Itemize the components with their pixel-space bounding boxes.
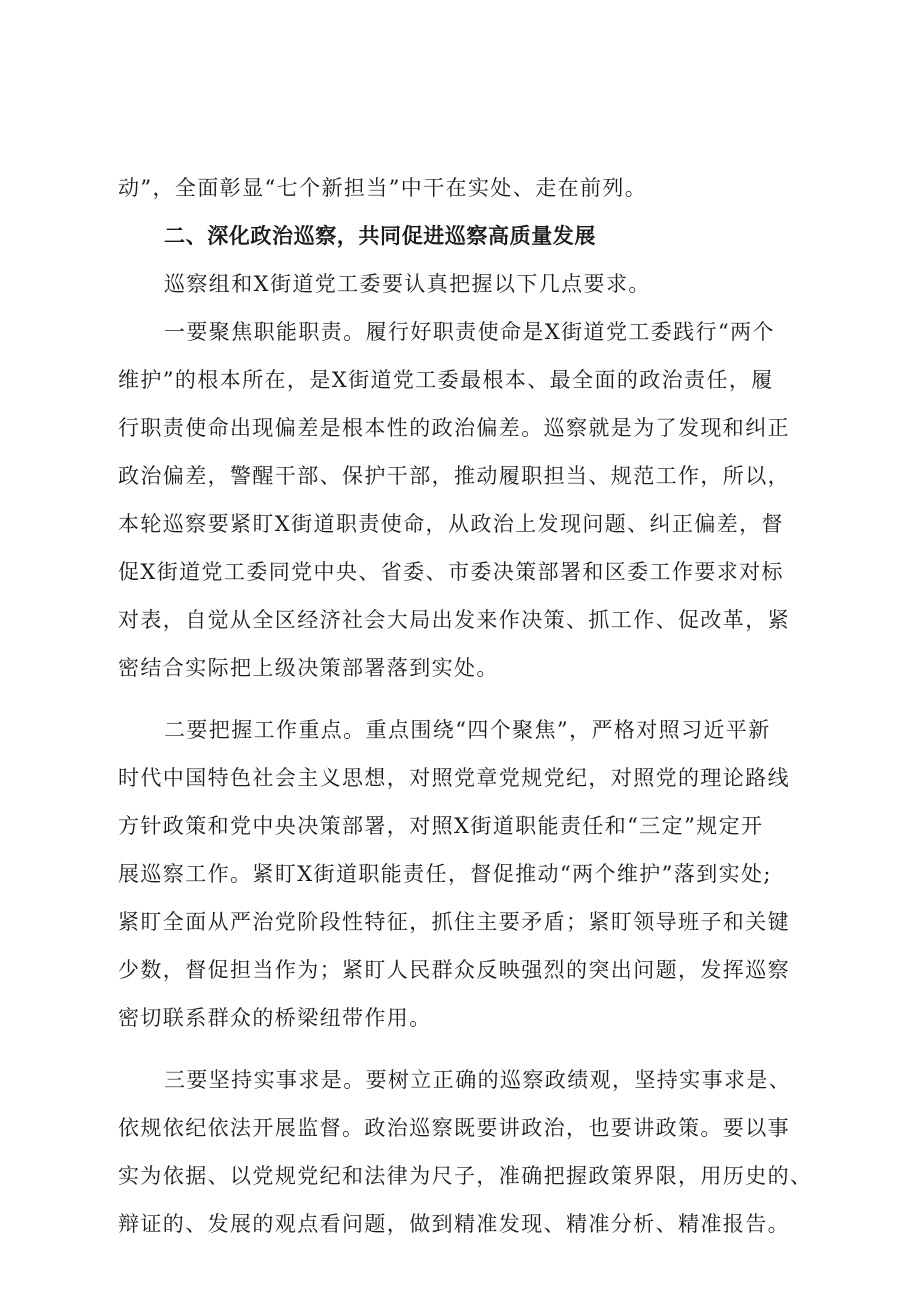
paragraph-line: 密结合实际把上级决策部署落到实处。 <box>118 656 499 680</box>
paragraph-2 <box>118 706 818 1042</box>
intro-tail-text: 动”，全面彰显“七个新担当”中干在实处、走在前列。 <box>118 176 648 200</box>
paragraph-line: 展巡察工作。紧盯X街道职能责任，督促推动“两个维护”落到实处; <box>118 862 772 886</box>
paragraph-line: 时代中国特色社会主义思想，对照党章党规党纪，对照党的理论路线 <box>118 766 790 790</box>
paragraph-line: 少数，督促担当作为；紧盯人民群众反映强烈的突出问题，发挥巡察 <box>118 958 790 982</box>
paragraph-line: 紧盯全面从严治党阶段性特征，抓住主要矛盾；紧盯领导班子和关键 <box>118 910 790 934</box>
paragraph-line: 对表，自觉从全区经济社会大局出发来作决策、抓工作、促改革，紧 <box>118 608 790 632</box>
paragraph-line: 政治偏差，警醒干部、保护干部，推动履职担当、规范工作，所以， <box>118 464 790 488</box>
paragraph-line: 一要聚焦职能职责。履行好职责使命是X街道党工委践行“两个 <box>164 320 775 344</box>
paragraph-line: 维护”的根本所在，是X街道党工委最根本、最全面的政治责任，履 <box>118 368 774 392</box>
paragraph-line: 方针政策和党中央决策部署，对照X街道职能责任和“三定”规定开 <box>118 814 764 838</box>
paragraph-line: 辩证的、发展的观点看问题，做到精准发现、精准分析、精准报告。 <box>118 1212 790 1236</box>
paragraph-line: 本轮巡察要紧盯X街道职责使命，从政治上发现问题、纠正偏差，督 <box>118 512 784 536</box>
lead-sentence: 巡察组和X街道党工委要认真把握以下几点要求。 <box>164 272 651 296</box>
section-heading: 二、深化政治巡察，共同促进巡察高质量发展 <box>164 224 596 248</box>
paragraph-line: 三要坚持实事求是。要树立正确的巡察政绩观，坚持实事求是、 <box>164 1068 792 1092</box>
paragraph-gap <box>118 692 818 706</box>
paragraph-line: 行职责使命出现偏差是根本性的政治偏差。巡察就是为了发现和纠正 <box>118 416 790 440</box>
document-body <box>118 164 818 1248</box>
paragraph-line: 密切联系群众的桥梁纽带作用。 <box>118 1006 432 1030</box>
paragraph-line: 实为依据、以党规党纪和法律为尺子，准确把握政策界限，用历史的、 <box>118 1164 813 1188</box>
paragraph-line: 促X街道党工委同党中央、省委、市委决策部署和区委工作要求对标 <box>118 560 784 584</box>
paragraph-gap <box>118 1042 818 1056</box>
paragraph-line: 依规依纪依法开展监督。政治巡察既要讲政治，也要讲政策。要以事 <box>118 1116 790 1140</box>
paragraph-line: 二要把握工作重点。重点围绕“四个聚焦”，严格对照习近平新 <box>164 718 771 742</box>
paragraph-1 <box>118 308 818 692</box>
paragraph-3 <box>118 1056 818 1248</box>
